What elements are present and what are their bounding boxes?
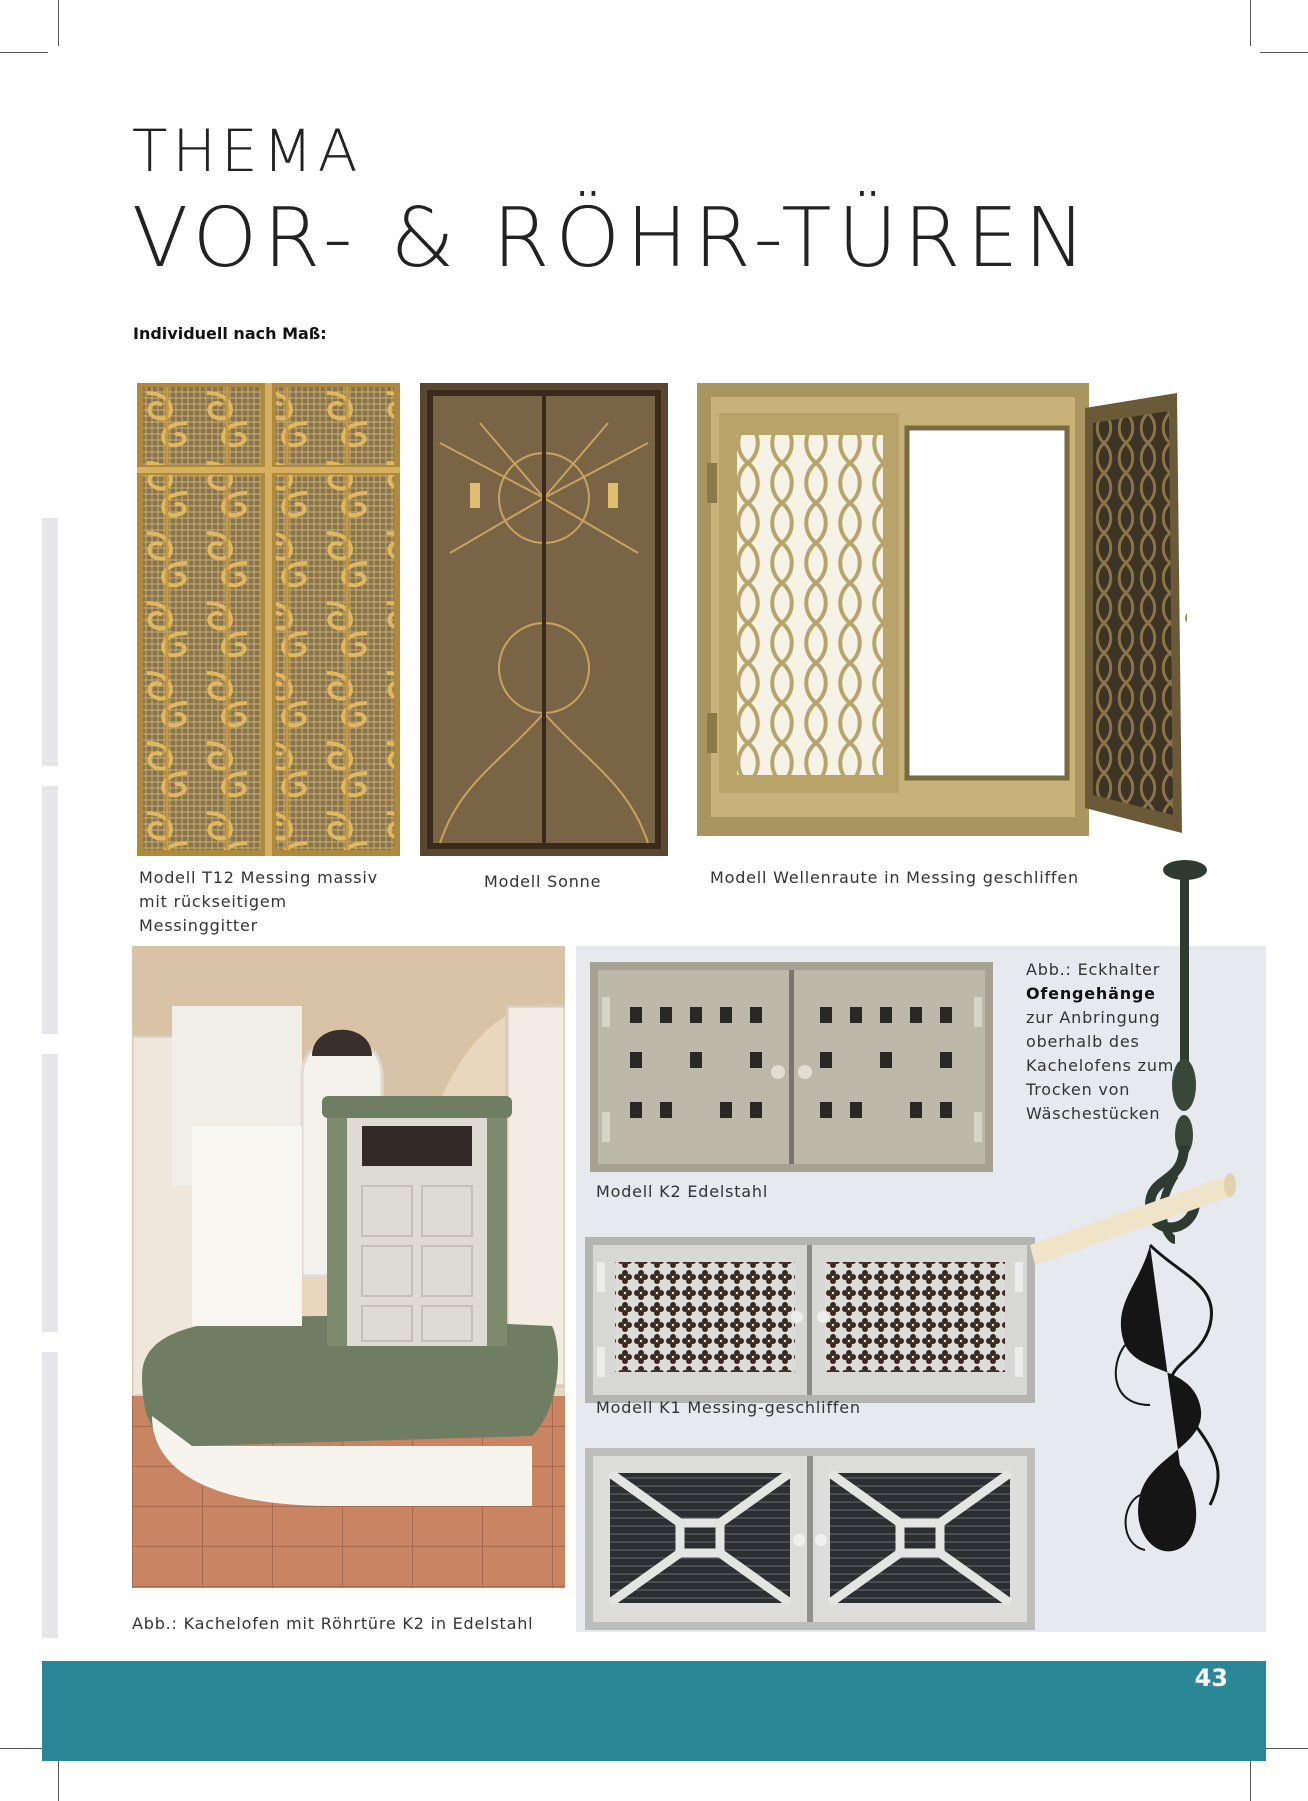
sidebar-bar <box>42 1054 58 1332</box>
photo-t12-door <box>137 383 400 856</box>
photo-k1-door <box>585 1237 1035 1403</box>
photo-wellenraute-door <box>697 383 1187 836</box>
page-kicker: THEMA <box>132 117 363 185</box>
caption-t12: Modell T12 Messing massiv mit rückseitigem Messinggitter <box>139 868 378 935</box>
sidebar-bar <box>42 786 58 1034</box>
sidebar-bar <box>42 1352 58 1638</box>
footer-band <box>42 1661 1266 1761</box>
hanger-note-prefix: Abb.: Eckhalter <box>1026 960 1161 979</box>
caption-k1: Modell K1 Messing-geschliffen <box>596 1398 861 1417</box>
photo-k2-door <box>590 962 993 1172</box>
hanger-note <box>1026 958 1176 1126</box>
photo-kachelofen <box>132 946 565 1588</box>
crop-mark <box>1250 1756 1251 1801</box>
caption-k2: Modell K2 Edelstahl <box>596 1182 769 1201</box>
photo-2x-door <box>585 1448 1035 1630</box>
sidebar-bar <box>42 518 58 766</box>
caption-kachelofen: Abb.: Kachelofen mit Röhrtüre K2 in Edelstahl <box>132 1614 534 1633</box>
hanger-note-text: zur Anbringung oberhalb des Kachelofens zum Trocken von Wäschestücken <box>1026 1008 1175 1123</box>
crop-mark <box>58 1756 59 1801</box>
crop-mark <box>58 0 59 46</box>
crop-mark <box>1260 1748 1308 1749</box>
page-title: VOR- & RÖHR-TÜREN <box>132 191 1092 286</box>
page-number: 43 <box>1194 1664 1228 1692</box>
crop-mark <box>1260 52 1308 53</box>
photo-sonne-door <box>420 383 668 856</box>
page-subtitle: Individuell nach Maß: <box>133 324 327 343</box>
crop-mark <box>0 1748 48 1749</box>
caption-wellenraute: Modell Wellenraute in Messing geschliffen <box>710 868 1079 887</box>
caption-sonne: Modell Sonne <box>484 872 602 891</box>
crop-mark <box>0 52 48 53</box>
crop-mark <box>1250 0 1251 46</box>
hanger-note-bold: Ofengehänge <box>1026 984 1156 1003</box>
